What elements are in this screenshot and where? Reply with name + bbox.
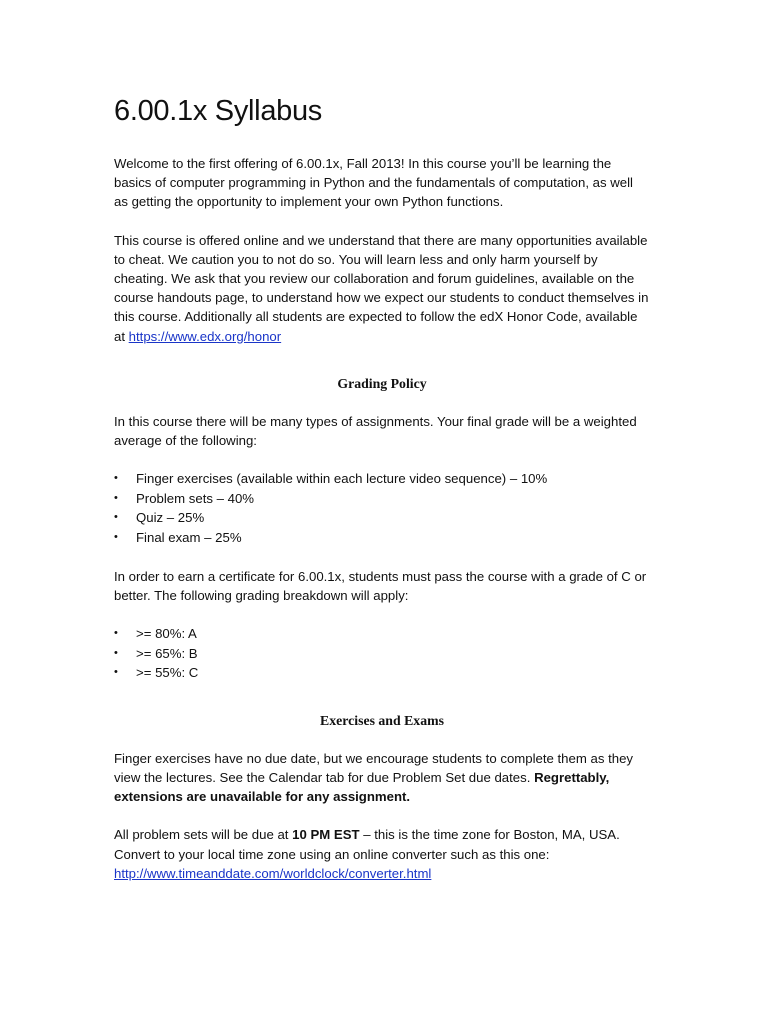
due-time: 10 PM EST — [292, 827, 360, 843]
grade-breakdown-list — [114, 624, 650, 683]
honesty-text: This course is offered online and we understand that there are many opportunities available to cheat. We caution you to not do so. You will learn less and only harm yourself by cheating. We ask that you review our collaboration and forum guidelines, available on the course handouts page, to understand how we expect our students to conduct themselves in this course. Additionally all students are expected to follow the edX Honor Code, available at — [114, 232, 649, 344]
list-item: • >= 55%: C — [114, 663, 650, 683]
grading-policy-heading: Grading Policy — [337, 375, 427, 391]
document-content — [114, 92, 650, 883]
list-item: • Problem sets – 40% — [114, 489, 650, 509]
certificate-paragraph: In order to earn a certificate for 6.00.1x, students must pass the course with a grade of C or better. The following grading breakdown will apply: — [114, 568, 647, 603]
time-converter-link[interactable]: http://www.timeanddate.com/worldclock/converter.html — [114, 865, 432, 881]
bullet-icon: • — [114, 646, 118, 659]
due-time-paragraph: All problem sets will be due at 10 PM EST – this is the time zone for Boston, MA, USA. Convert to your local time zone using an online converter such as this one: http://www.timeanddate.com/worldclock/converter.html — [114, 827, 620, 881]
list-item: • Final exam – 25% — [114, 528, 650, 548]
list-item: • >= 65%: B — [114, 644, 650, 664]
list-item: • Finger exercises (available within each lecture video sequence) – 10% — [114, 469, 650, 489]
grading-intro: In this course there will be many types of assignments. Your final grade will be a weighted average of the following: — [114, 413, 637, 449]
page-title: 6.00.1x Syllabus — [114, 95, 322, 127]
edx-honor-link[interactable]: https://www.edx.org/honor — [128, 328, 282, 344]
intro-paragraph: Welcome to the first offering of 6.00.1x, Fall 2013! In this course you’ll be learning the basics of computer programming in Python and the fundamentals of computation, as well as getting the opportunity to implement your own Python functions. — [114, 156, 633, 210]
extensions-notice: Regrettably, extensions are unavailable for any assignment. — [114, 770, 610, 805]
bullet-icon: • — [114, 531, 118, 544]
list-item: • Quiz – 25% — [114, 508, 650, 528]
grade-weights-list — [114, 469, 650, 547]
bullet-icon: • — [114, 627, 118, 640]
exercises-paragraph: Finger exercises have no due date, but we encourage students to complete them as they view the lectures. See the Calendar tab for due Problem Set due dates. Regrettably, extensions are unavailable for any assignment. — [114, 750, 634, 805]
list-item: • >= 80%: A — [114, 624, 650, 644]
bullet-icon: • — [114, 666, 118, 679]
honesty-paragraph — [114, 231, 650, 346]
exercises-exams-heading: Exercises and Exams — [320, 712, 444, 728]
bullet-icon: • — [114, 511, 118, 524]
bullet-icon: • — [114, 491, 118, 504]
bullet-icon: • — [114, 472, 118, 485]
